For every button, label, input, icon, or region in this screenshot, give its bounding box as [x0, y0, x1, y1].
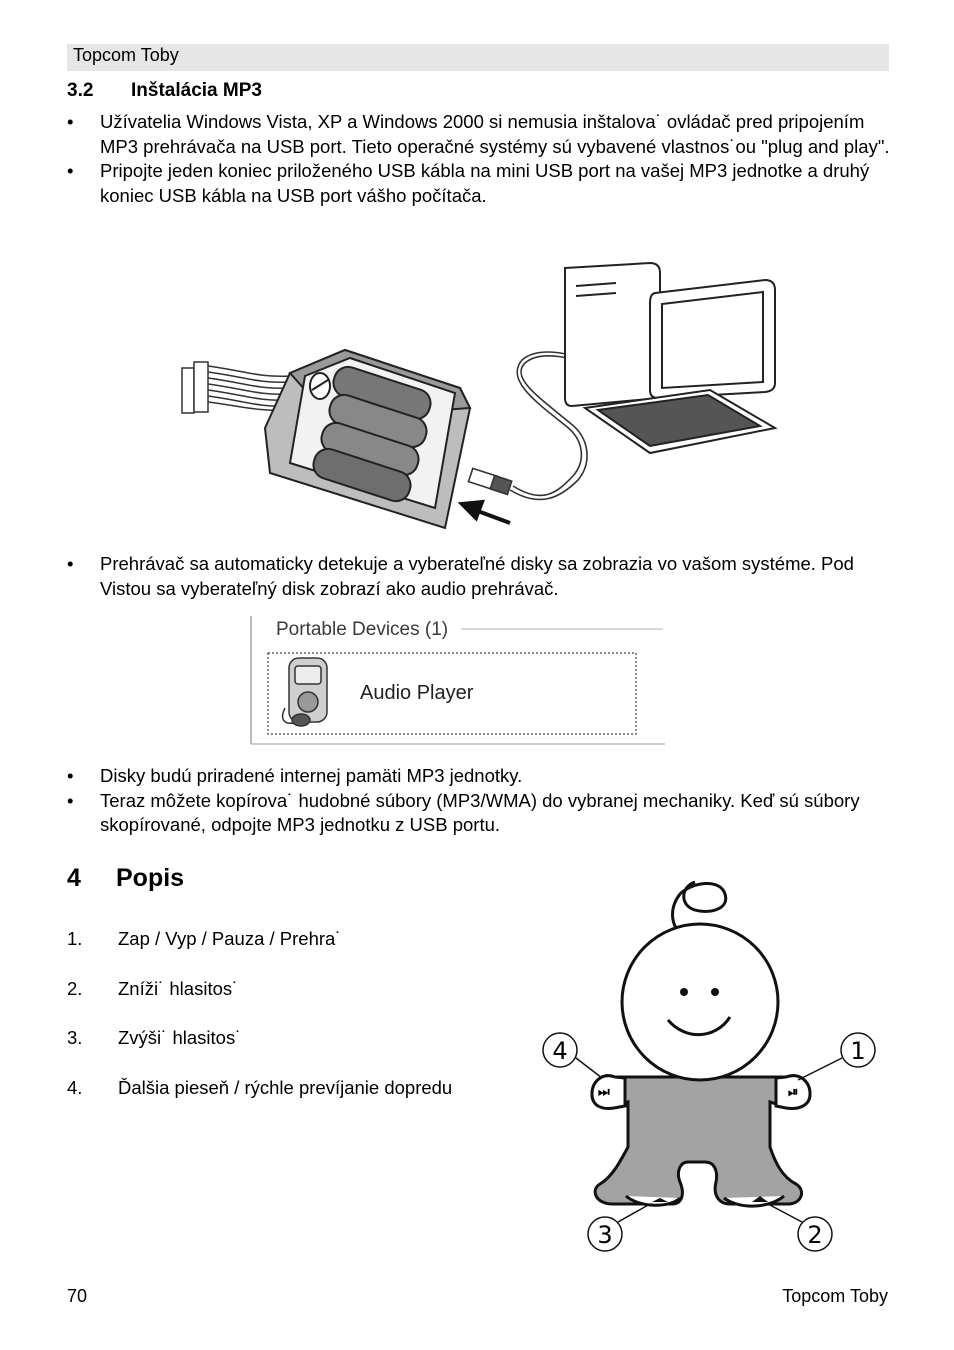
header-title: Topcom Toby [73, 45, 179, 65]
section-heading [67, 80, 262, 102]
section-title: Inštalácia MP3 [131, 80, 262, 101]
head [622, 924, 778, 1080]
devices-group-title: Portable Devices (1) [276, 619, 449, 640]
computer-tower [565, 263, 660, 406]
callout-2-label: 2 [807, 1221, 823, 1249]
bullet-list-mid [67, 552, 897, 601]
left-eye [680, 988, 688, 996]
list-item: • Disky budú priradené internej pamäti MP3 jednotky. [67, 765, 523, 786]
chapter-number: 4 [67, 864, 81, 892]
bullet-list-top [67, 110, 897, 208]
right-eye [711, 988, 719, 996]
computer-monitor [650, 280, 775, 408]
usb-connection-illustration [180, 258, 780, 538]
list-item: • Teraz môžete kopírova˙ hudobné súbory (MP3/WMA) do vybranej mechaniky. Keď sú súbory skopírované, odpojte MP3 jednotku z USB portu. [67, 789, 860, 835]
toby-character-diagram [530, 872, 890, 1262]
list-item: 4. Ďalšia pieseň / rýchle prevíjanie dopredu [67, 1076, 453, 1098]
chapter-title: Popis [116, 864, 185, 892]
callout-1-label: 1 [850, 1037, 866, 1065]
callout-4-label: 4 [552, 1037, 568, 1065]
bullet-list-bottom [67, 764, 897, 838]
list-item: 1. Zap / Vyp / Pauza / Prehra˙ [67, 928, 342, 949]
controls-list [67, 928, 452, 1126]
running-header [67, 44, 889, 71]
page-number: 70 [67, 1286, 88, 1306]
list-item: • Prehrávač sa automaticky detekuje a vyberateľné disky sa zobrazia vo vašom systéme. Pod Vistou sa vyberateľný disk zobrazí ako audio prehrávač. [67, 553, 854, 599]
ribbon-connector [182, 362, 290, 413]
list-item: 3. Zvýši˙ hlasitos˙ [67, 1027, 242, 1048]
section-number: 3.2 [67, 80, 94, 101]
audio-player-icon [283, 658, 327, 726]
battery-unit [265, 350, 470, 528]
list-item: 2. Zníži˙ hlasitos˙ [67, 977, 239, 999]
device-label[interactable]: Audio Player [360, 682, 474, 704]
play-pause-icon: ⏯ [788, 1085, 799, 1100]
chapter-heading [67, 864, 184, 893]
list-item: • Pripojte jeden koniec priloženého USB kábla na mini USB port na vašej MP3 jednotke a druhý koniec USB kábla na USB port vášho počítača. [67, 160, 870, 206]
callout-3-label: 3 [597, 1221, 613, 1249]
next-track-icon: ⏭ [598, 1085, 610, 1100]
list-item: • Užívatelia Windows Vista, XP a Windows 2000 si nemusia inštalova˙ ovládač pred pripojením MP3 prehrávača na USB port. Tieto operačné systémy sú vybavené vlastnos˙ou "plug and play". [67, 111, 890, 157]
insert-arrow [462, 502, 510, 523]
portable-devices-panel [249, 616, 665, 748]
footer-title: Topcom Toby [782, 1286, 888, 1306]
